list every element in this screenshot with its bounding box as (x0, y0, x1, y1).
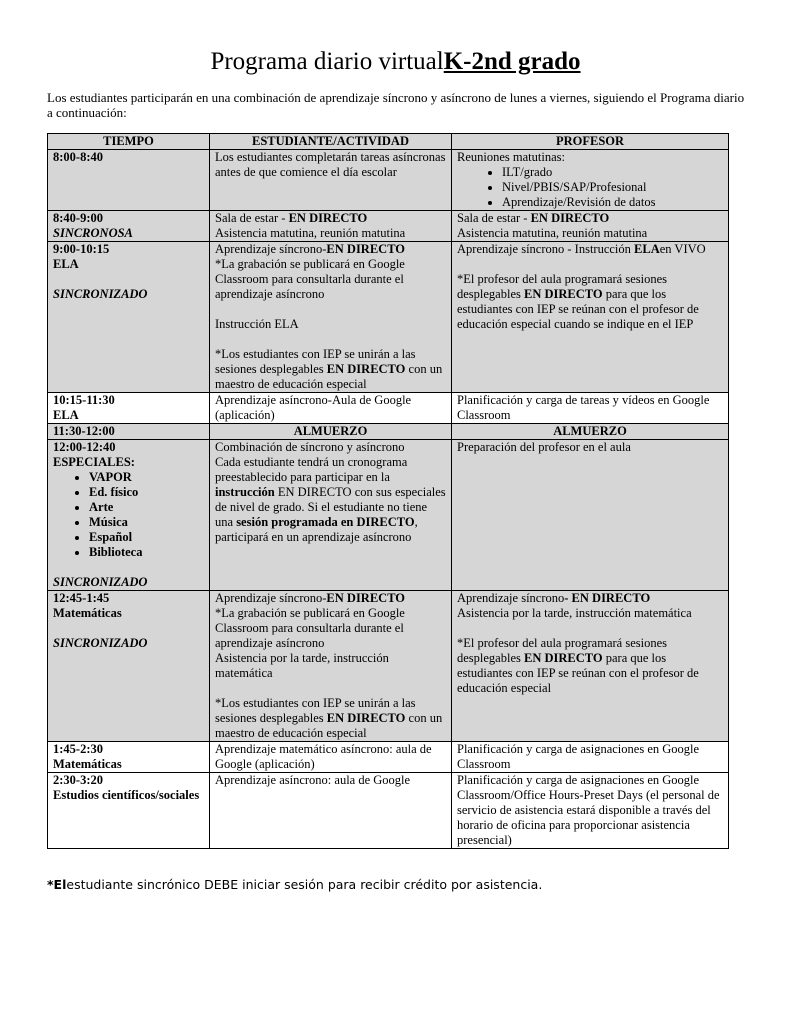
teacher-text: Aprendizaje síncrono (457, 591, 565, 605)
live-label: EN DIRECTO (530, 211, 610, 225)
teacher-text: *El profesor del aula programará sesiones desplegables (457, 636, 667, 665)
time-cell (48, 242, 210, 393)
list-item: • ILT/grado (502, 165, 723, 180)
live-label: - EN DIRECTO (564, 591, 651, 605)
student-text: Aprendizaje asíncrono: aula de Google (215, 773, 411, 787)
live-label: EN DIRECTO (326, 711, 406, 725)
table-row (48, 440, 729, 591)
student-cell (210, 440, 452, 591)
student-cell (210, 393, 452, 424)
list-item: • VAPOR (89, 470, 204, 485)
live-label: EN DIRECTO (326, 362, 406, 376)
teacher-cell (452, 773, 729, 849)
student-cell (210, 424, 452, 440)
subject-label: Estudios científicos/sociales (53, 788, 200, 802)
title-normal: Programa diario virtual (210, 48, 444, 75)
student-text: Aprendizaje matemático asíncrono: aula de Google (aplicación) (215, 742, 432, 771)
header-student: ESTUDIANTE/ACTIVIDAD (210, 134, 452, 150)
student-text: Instrucción ELA (215, 317, 299, 331)
student-text: Sala de estar - (215, 211, 289, 225)
student-text: Asistencia por la tarde, instrucción matemática (215, 651, 389, 680)
mode-label: SINCRONIZADO (53, 636, 148, 650)
time-label: 11:30-12:00 (53, 424, 115, 438)
teacher-text: Asistencia por la tarde, instrucción matemática (457, 606, 692, 620)
subject-label: ELA (53, 408, 79, 422)
student-text: Combinación de síncrono y asíncrono (215, 440, 405, 454)
time-cell (48, 591, 210, 742)
table-row (48, 211, 729, 242)
student-text: *Los estudiantes con IEP se unirán a las sesiones desplegables (215, 347, 416, 376)
list-item: • Arte (89, 500, 204, 515)
student-text: Asistencia matutina, reunión matutina (215, 226, 406, 240)
student-text: instrucción (215, 485, 275, 499)
table-row (48, 742, 729, 773)
teacher-text: Sala de estar - (457, 211, 531, 225)
student-text: Los estudiantes completarán tareas asíncronas antes de que comience el día escolar (215, 150, 446, 179)
student-cell (210, 742, 452, 773)
student-text: Cada estudiante tendrá un cronograma preestablecido para participar en la (215, 455, 408, 484)
student-cell (210, 242, 452, 393)
student-text: Aprendizaje síncrono- (215, 591, 327, 605)
mode-label: SINCRONOSA (53, 226, 133, 240)
teacher-text: Aprendizaje síncrono - Instrucción (457, 242, 635, 256)
footnote-text: estudiante sincrónico DEBE iniciar sesión para recibir crédito por asistencia. (66, 877, 543, 892)
student-text: EN DIRECTO con sus especiales de nivel de grado. Si el estudiante no tiene una (215, 485, 446, 529)
time-label: 9:00-10:15 (53, 242, 110, 256)
time-label: 10:15-11:30 (53, 393, 115, 407)
student-text: con un maestro de educación especial (215, 711, 443, 740)
teacher-cell (452, 211, 729, 242)
intro-paragraph: Los estudiantes participarán en una combinación de aprendizaje síncrono y asíncrono de lunes a viernes, siguiendo el Programa diario a continuación: (47, 90, 745, 120)
mode-label: SINCRONIZADO (53, 575, 148, 589)
list-item: • Aprendizaje/Revisión de datos (502, 195, 723, 210)
time-cell (48, 211, 210, 242)
teacher-cell (452, 440, 729, 591)
table-row (48, 591, 729, 742)
teacher-cell (452, 393, 729, 424)
time-label: 8:40-9:00 (53, 211, 103, 225)
time-label: 2:30-3:20 (53, 773, 103, 787)
teacher-text: en VIVO (659, 242, 706, 256)
live-label: EN DIRECTO (524, 651, 603, 665)
time-label: 12:45-1:45 (53, 591, 110, 605)
live-label: EN DIRECTO (326, 242, 406, 256)
student-text: , participará en un aprendizaje asíncrono (215, 515, 418, 544)
table-row (48, 393, 729, 424)
teacher-text: para que los estudiantes con IEP se reúnan con el profesor de educación especial cuando se indique en el IEP (457, 287, 699, 331)
specials-list (53, 470, 204, 560)
header-row (48, 134, 729, 150)
table-row (48, 773, 729, 849)
list-item: • Nivel/PBIS/SAP/Profesional (502, 180, 723, 195)
teacher-cell (452, 242, 729, 393)
page-title (0, 46, 791, 78)
live-label: sesión programada en DIRECTO (236, 515, 415, 529)
teacher-text: Asistencia matutina, reunión matutina (457, 226, 648, 240)
teacher-text: Planificación y carga de tareas y vídeos en Google Classroom (457, 393, 710, 422)
list-item: • Música (89, 515, 204, 530)
teacher-text: para que los estudiantes con IEP se reúnan con el profesor de educación especial (457, 651, 699, 695)
teacher-text: Preparación del profesor en el aula (457, 440, 631, 454)
schedule-table (47, 133, 729, 849)
subject-label: ELA (634, 242, 660, 256)
teacher-cell (452, 150, 729, 211)
time-cell (48, 742, 210, 773)
student-text: *La grabación se publicará en Google Classroom para consultarla durante el aprendizaje asíncrono (215, 606, 405, 650)
student-cell (210, 150, 452, 211)
student-text: con un maestro de educación especial (215, 362, 443, 391)
subject-label: Matemáticas (53, 757, 122, 771)
time-cell (48, 150, 210, 211)
subject-label: ELA (53, 257, 79, 271)
time-cell (48, 424, 210, 440)
meeting-list (457, 165, 723, 210)
student-text: Aprendizaje asíncrono-Aula de Google (aplicación) (215, 393, 412, 422)
list-item: • Biblioteca (89, 545, 204, 560)
lunch-label: ALMUERZO (553, 424, 627, 438)
live-label: EN DIRECTO (288, 211, 368, 225)
footnote-bold: *El (47, 877, 67, 892)
live-label: EN DIRECTO (326, 591, 406, 605)
student-cell (210, 211, 452, 242)
table-row (48, 424, 729, 440)
title-grade: K-2nd grado (443, 48, 581, 75)
teacher-cell (452, 591, 729, 742)
header-time: TIEMPO (48, 134, 210, 150)
time-cell (48, 773, 210, 849)
subject-label: Matemáticas (53, 606, 122, 620)
list-item: • Ed. físico (89, 485, 204, 500)
student-cell (210, 773, 452, 849)
header-teacher: PROFESOR (452, 134, 729, 150)
student-text: *La grabación se publicará en Google Classroom para consultarla durante el aprendizaje asíncrono (215, 257, 405, 301)
list-item: • Español (89, 530, 204, 545)
teacher-cell (452, 424, 729, 440)
teacher-text: Reuniones matutinas: (457, 150, 565, 164)
time-label: 12:00-12:40 (53, 440, 116, 454)
table-row (48, 150, 729, 211)
table-row (48, 242, 729, 393)
mode-label: SINCRONIZADO (53, 287, 148, 301)
time-label: 1:45-2:30 (53, 742, 103, 756)
footnote (47, 877, 747, 892)
time-cell (48, 440, 210, 591)
time-cell (48, 393, 210, 424)
lunch-label: ALMUERZO (293, 424, 368, 438)
teacher-cell (452, 742, 729, 773)
student-cell (210, 591, 452, 742)
live-label: EN DIRECTO (524, 287, 603, 301)
teacher-text: Planificación y carga de asignaciones en Google Classroom/Office Hours-Preset Days (el personal de servicio de asistencia estará disponible a través del horario de oficina para proporcionar asistencia presencial) (457, 773, 720, 847)
subject-label: ESPECIALES: (53, 455, 135, 469)
teacher-text: Planificación y carga de asignaciones en Google Classroom (457, 742, 700, 771)
student-text: *Los estudiantes con IEP se unirán a las sesiones desplegables (215, 696, 416, 725)
teacher-text: *El profesor del aula programará sesiones desplegables (457, 272, 667, 301)
time-label: 8:00-8:40 (53, 150, 103, 164)
student-text: Aprendizaje síncrono- (215, 242, 327, 256)
